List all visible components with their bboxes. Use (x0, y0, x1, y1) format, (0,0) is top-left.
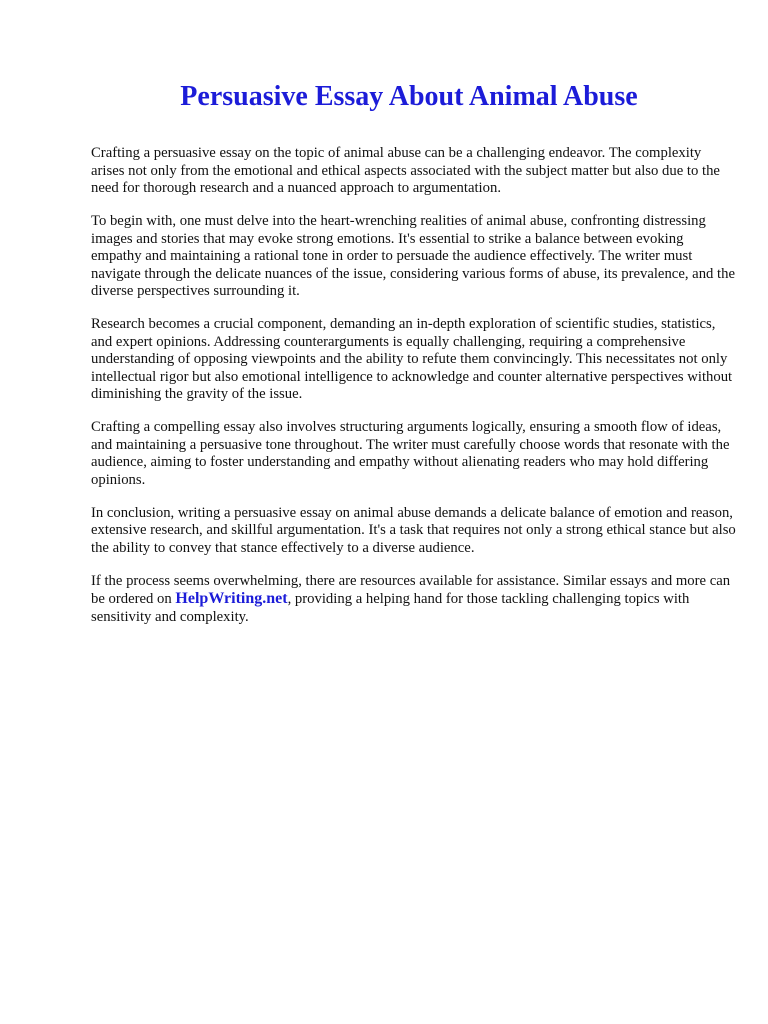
paragraph-resources (91, 573, 736, 627)
resources-text-before-link: If the process seems overwhelming, there are resources available for assistance. Similar essays and more can be ordered on (91, 572, 731, 607)
resources-text-after-link: , providing a helping hand for those tackling challenging topics with sensitivity and complexity. (91, 591, 690, 625)
paragraph-intro: Crafting a persuasive essay on the topic of animal abuse can be a challenging endeavor. The complexity arises not only from the emotional and ethical aspects associated with the subject matter but also due to the need for thorough research and a nuanced approach to argumentation. (91, 145, 720, 196)
document-body (91, 145, 736, 642)
paragraph-realities: To begin with, one must delve into the heart-wrenching realities of animal abuse, confronting distressing images and stories that may evoke strong emotions. It's essential to strike a balance between evoking empathy and maintaining a rational tone in order to persuade the audience effectively. The writer must navigate through the delicate nuances of the issue, considering various forms of abuse, its prevalence, and the diverse perspectives surrounding it. (91, 213, 735, 299)
paragraph-structure: Crafting a compelling essay also involves structuring arguments logically, ensuring a smooth flow of ideas, and maintaining a persuasive tone throughout. The writer must carefully choose words that resonate with the audience, aiming to foster understanding and empathy without alienating readers who may hold differing opinions. (91, 419, 730, 488)
paragraph-conclusion: In conclusion, writing a persuasive essay on animal abuse demands a delicate balance of emotion and reason, extensive research, and skillful argumentation. It's a task that requires not only a strong ethical stance but also the ability to convey that stance effectively to a diverse audience. (91, 504, 736, 556)
paragraph-research: Research becomes a crucial component, demanding an in-depth exploration of scientific studies, statistics, and expert opinions. Addressing counterarguments is equally challenging, requiring a comprehensive understanding of opposing viewpoints and the ability to refute them convincingly. This necessitates not only intellectual rigor but also emotional intelligence to acknowledge and counter alternative perspectives without diminishing the gravity of the issue. (91, 316, 733, 402)
document-title: Persuasive Essay About Animal Abuse (180, 81, 638, 112)
helpwriting-link[interactable]: HelpWriting.net (175, 590, 288, 607)
